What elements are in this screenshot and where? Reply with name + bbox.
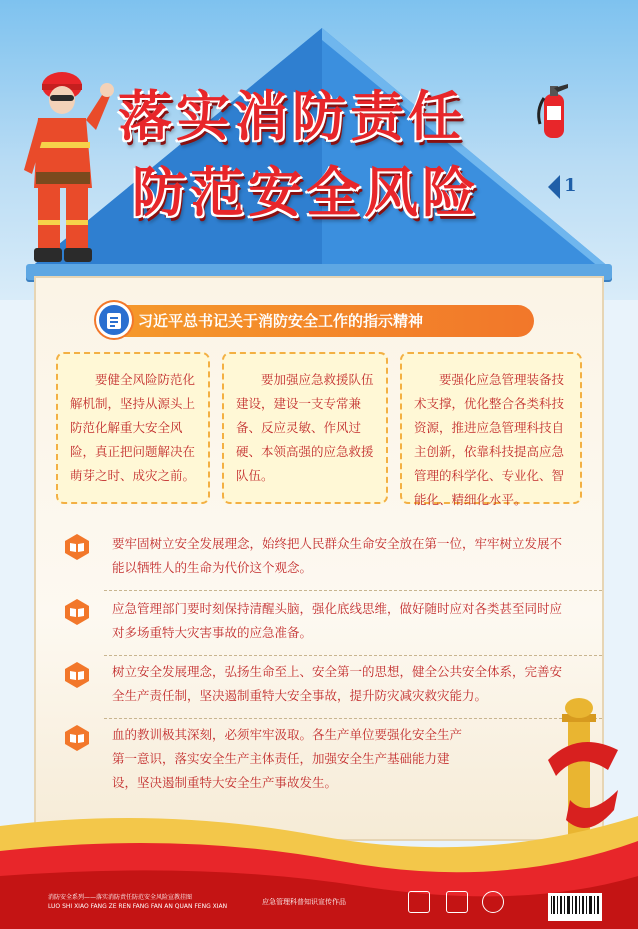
card-text: 要健全风险防范化解机制，坚持从源头上防范化解重大安全风险，真正把问题解决在萌芽之时、成灾之前。 [70, 372, 196, 483]
round-logo [482, 891, 504, 913]
divider [104, 718, 602, 719]
instruction-card-2 [222, 352, 388, 504]
book-icon [64, 662, 90, 688]
book-icon [64, 534, 90, 560]
point-text: 要牢固树立安全发展理念，始终把人民群众生命安全放在第一位，牢牢树立发展不能以牺牲人的生命为代价这个观念。 [112, 536, 563, 575]
barcode [548, 893, 602, 921]
card-text: 要强化应急管理装备技术支撑，优化整合各类科技资源，推进应急管理科技自主创新，依靠科技提高应急管理的科学化、专业化、智能化、精细化水平。 [414, 372, 565, 507]
instruction-card-1 [56, 352, 210, 504]
book-icon [64, 725, 90, 751]
divider [104, 590, 602, 591]
point-text: 血的教训极其深刻，必须牢牢汲取。各生产单位要强化安全生产第一意识，落实安全生产主体责任，加强安全生产基础能力建设，坚决遏制重特大安全生产事故发生。 [112, 727, 463, 790]
footer-publisher: 应急管理科普知识宣传作品 [262, 898, 346, 906]
point-text: 树立安全发展理念，弘扬生命至上、安全第一的思想，健全公共安全体系，完善安全生产责任制，坚决遏制重特大安全事故，提升防灾减灾救灾能力。 [112, 664, 563, 703]
section-heading: 习近平总书记关于消防安全工作的指示精神 [96, 305, 534, 337]
document-icon [96, 302, 132, 338]
footer-series-pinyin: LUO SHI XIAO FANG ZE REN FANG FAN AN QUAN FENG XIAN [48, 903, 228, 910]
title-line-1: 落实消防责任 [118, 85, 466, 148]
book-icon [64, 599, 90, 625]
card-text: 要加强应急救援队伍建设，建设一支专常兼备、反应灵敏、作风过硬、本领高强的应急救援队伍。 [236, 372, 374, 483]
title-line-2: 防范安全风险 [132, 161, 480, 224]
footer-series-title: 消防安全系列——落实消防责任防范安全风险宣教挂图 [48, 894, 193, 901]
footer-series [48, 893, 227, 911]
fire-extinguisher-illustration [534, 80, 574, 140]
page-number-tag [548, 173, 586, 201]
divider [104, 655, 602, 656]
instruction-card-3 [400, 352, 582, 507]
firefighter-illustration [18, 70, 114, 266]
seal-logo [408, 891, 430, 913]
page-number: 1 [564, 175, 577, 196]
brand-logo [446, 891, 468, 913]
point-text: 应急管理部门要时刻保持清醒头脑，强化底线思维，做好随时应对各类甚至同时应对多场重特大灾害事故的应急准备。 [112, 601, 563, 640]
